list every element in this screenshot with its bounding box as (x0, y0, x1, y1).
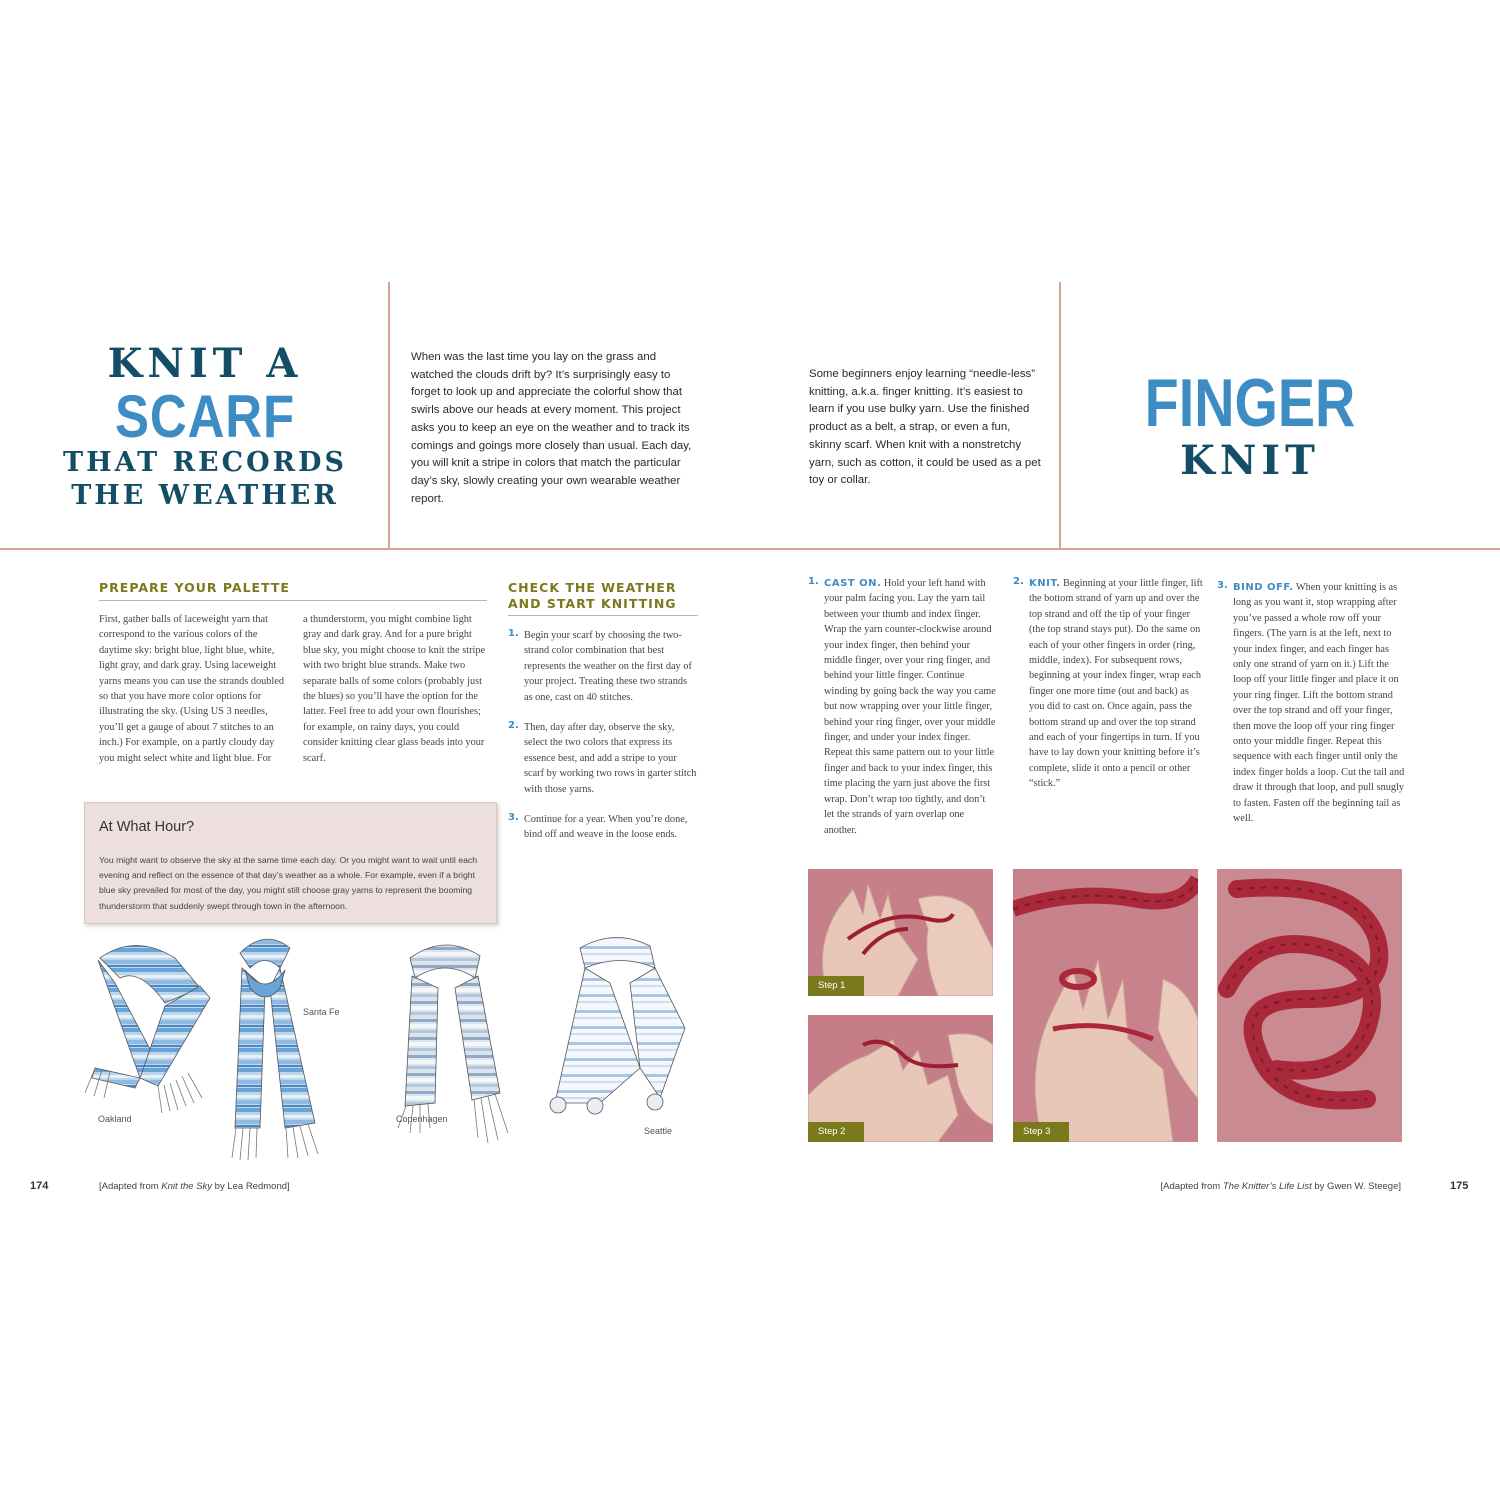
divider-left (388, 282, 390, 550)
credit-left-pre: [Adapted from (99, 1181, 162, 1192)
title-line-2: SCARF (115, 383, 295, 450)
step-number: 2. (1013, 576, 1024, 587)
scarf-label-oakland: Oakland (98, 1114, 132, 1124)
right-title (1090, 365, 1410, 486)
finger-step-3 (1217, 580, 1407, 827)
banner-rule (0, 548, 1500, 550)
title-line-4: THE WEATHER (71, 480, 339, 511)
weather-step-1 (508, 628, 698, 705)
step-text (1029, 576, 1203, 792)
palette-heading: PREPARE YOUR PALETTE (99, 580, 290, 595)
credit-left-title: Knit the Sky (161, 1181, 213, 1192)
step-body: Hold your left hand with your palm facing you. Lay the yarn tail between your thumb and index finger. Wrap the yarn counter-clockwise around your index finger, then behind your middle finger, over your ring finger, and behind your little finger. Continue winding by going back the way you came but now wrapping over your little finger, behind your ring finger, over your middle finger, and under your index finger. Repeat this same pattern out to your little finger and back to your index finger, this time placing the yarn just above the first wrap. Don’t wrap too tightly, and don’t let the strands of yarn overlap one another. (824, 578, 996, 836)
palette-col-1: First, gather balls of laceweight yarn that correspond to the various colors of the daytime sky: bright blue, light blue, white, light gray, and dark gray. Using laceweight yarns means you can use the strands doubled so that you have more color options for illustrating the sky. (Using US 3 needles, you’ll get a gauge of about 7 stitches to an inch.) For example, on a partly cloudy day you might select white and light blue. For (99, 614, 285, 764)
step-label: BIND OFF. (1233, 582, 1294, 593)
step-text (824, 576, 998, 838)
step-number: 3. (1217, 580, 1228, 591)
right-intro: Some beginners enjoy learning “needle-less” knitting, a.k.a. finger knitting. It’s easiest to learn if you use bulky yarn. Use the finished product as a belt, a strap, or even a fun, skinny scarf. When knit with a nonstretchy yarn, such as cotton, it could be used as a pet toy or collar. (809, 368, 1041, 487)
weather-step-3 (508, 812, 698, 843)
photo-step-tag: Step 3 (1013, 1122, 1069, 1142)
scarf-label-copenhagen: Copenhagen (396, 1114, 448, 1124)
photo-step-tag: Step 1 (808, 976, 864, 996)
step-text (1233, 580, 1407, 827)
scarf-label-santa-fe: Santa Fe (303, 1007, 340, 1017)
title-line-3: THAT RECORDS (63, 447, 347, 478)
scarf-seattle (550, 937, 685, 1114)
step-body: When your knitting is as long as you want it, stop wrapping after you’ve passed a whole row off your fingers. (The yarn is at the left, next to your index finger, and each finger has only one strand of yarn on it.) Lift the loop off your little finger and place it on your ring finger. Lift the bottom strand over the top strand and off your finger, then move the loop off your ring finger onto your middle finger. Repeat this sequence with each finger until only the index finger holds a loop. Cut the tail and draw it through that loop, and pull snugly to fasten. Fasten off the beginning tail as well. (1233, 582, 1405, 825)
title-line-1: KNIT A (107, 340, 303, 387)
finger-step-1 (808, 576, 998, 838)
step-number: 1. (808, 576, 819, 587)
scarf-label-seattle: Seattle (644, 1126, 673, 1136)
weather-heading (508, 580, 677, 612)
photo-step-tag: Step 2 (808, 1122, 864, 1142)
scarf-santa-fe (232, 939, 318, 1160)
credit-right-post: by Gwen W. Steege] (1311, 1181, 1401, 1192)
step-label: KNIT. (1029, 578, 1061, 589)
photo-step-1 (808, 869, 993, 996)
step-text: Continue for a year. When you’re done, bind off and weave in the loose ends. (524, 814, 688, 841)
finger-step-2 (1013, 576, 1203, 792)
step-text: Then, day after day, observe the sky, select the two colors that express its essence best, and add a stripe to your scarf by working two rows in garter stitch with those yarns. (524, 722, 697, 795)
page-number-right: 175 (1450, 1180, 1469, 1192)
step-number: 3. (508, 812, 519, 823)
palette-col-2: a thunderstorm, you might combine light gray and dark gray. And for a pure bright blue sky, you might choose to knit the stripe with two bright blue strands. Make two separate balls of some colors (probably just the blues) so you’ll have the option for the latter. Feel free to add your own flourishes; for example, on rainy days, you could consider knitting clear glass beads into your scarf. (303, 614, 486, 764)
photo-step-2 (808, 1015, 993, 1142)
page-number-left: 174 (30, 1180, 49, 1192)
divider-right (1059, 282, 1061, 550)
weather-step-2 (508, 720, 698, 797)
step-text: Begin your scarf by choosing the two-strand color combination that best represents the weather on the first day of your project. Treating these two strands as one, cast on 40 stitches. (524, 630, 692, 703)
weather-heading-line-2: AND START KNITTING (508, 596, 677, 611)
step-number: 2. (508, 720, 519, 731)
sidebar-text: You might want to observe the sky at the same time each day. Or you might want to wait until each evening and reflect on the essence of that day’s weather as a whole. For example, even if a bright blue sky prevailed for most of the day, you might still choose gray yarns to represent the booming thunderstorm that suddenly swept through town in the afternoon. (99, 855, 478, 911)
credit-right-title: The Knitter’s Life List (1222, 1181, 1312, 1192)
scarf-illustrations (80, 928, 700, 1168)
step-body: Beginning at your little finger, lift the bottom strand of yarn up and over the top strand and off the tip of your finger (the top strand stays put). Do the same on each of your other fingers in order (ring, middle, index). For subsequent rows, beginning at your index finger, wrap each finger one more time (out and back) as you did to cast on. Once again, pass the bottom strand up and over the top strand and each of your fingertips in turn. If you have to lay down your knitting before it’s complete, slide it onto a pencil or other “stick.” (1029, 578, 1203, 790)
step-number: 1. (508, 628, 519, 639)
left-intro: When was the last time you lay on the grass and watched the clouds drift by? It’s surprisingly easy to forget to look up and appreciate the colorful show that swirls above our heads at every moment. This project asks you to keep an eye on the weather and to track its comings and goings more closely than usual. Each day, you will knit a stripe in colors that match the particular day’s sky, slowly creating your own wearable weather report. (411, 351, 692, 505)
photo-step-3-illustration (1013, 869, 1198, 1142)
weather-heading-rule (508, 615, 698, 616)
credit-left-post: by Lea Redmond] (212, 1181, 290, 1192)
weather-heading-line-1: CHECK THE WEATHER (508, 580, 677, 595)
credit-left (99, 1181, 290, 1192)
scarf-oakland (85, 946, 210, 1114)
right-title-line-2: KNIT (1180, 437, 1320, 484)
credit-right (1161, 1181, 1401, 1192)
step-label: CAST ON. (824, 578, 882, 589)
photo-finished-chain (1217, 869, 1402, 1142)
palette-heading-rule (99, 600, 487, 601)
sidebar-box (84, 802, 497, 924)
left-title (40, 340, 370, 512)
finished-chain-illustration (1217, 869, 1402, 1142)
sidebar-title: At What Hour? (99, 819, 195, 835)
photo-step-3 (1013, 869, 1198, 1142)
credit-right-pre: [Adapted from (1160, 1181, 1223, 1192)
right-title-line-1: FINGER (1144, 365, 1356, 441)
